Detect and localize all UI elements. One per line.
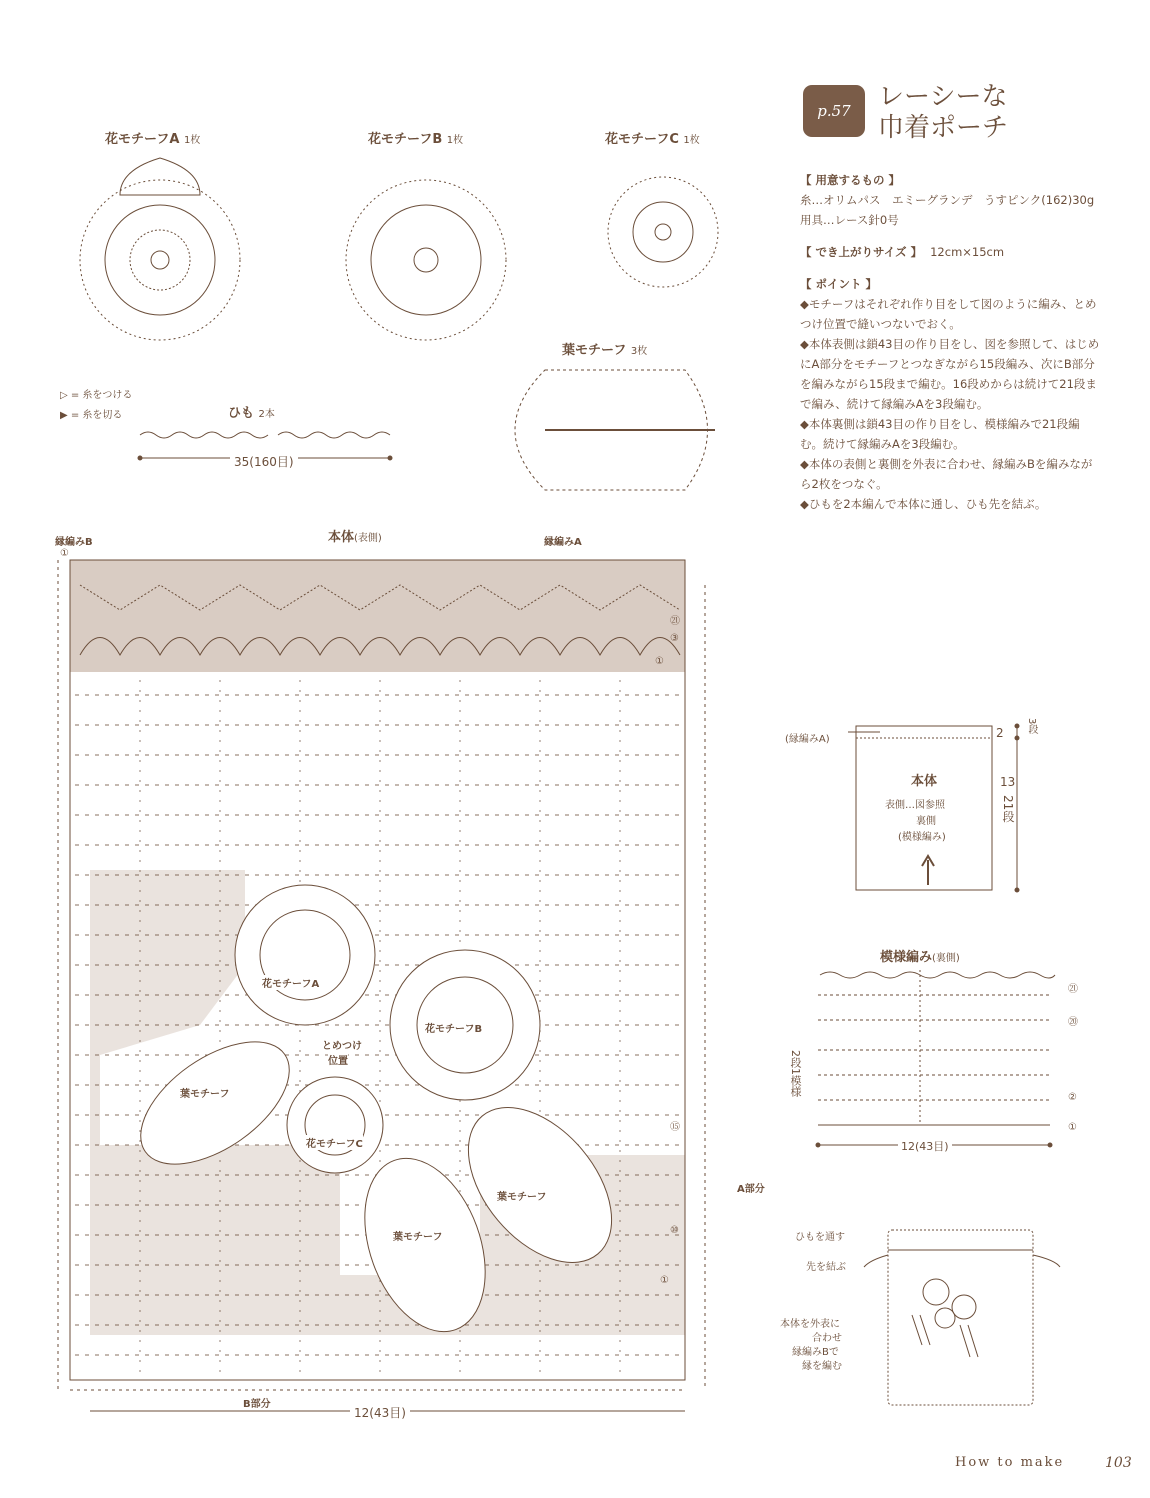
schematic-front-label: 表側…図参照 — [885, 800, 945, 811]
legend-attach-thread: ▷ = 糸をつける — [60, 390, 133, 401]
schematic-body-label: 本体 — [911, 774, 938, 789]
finished-pouch-illustration — [860, 1215, 1060, 1415]
motif-b-label: 花モチーフB 1枚 — [368, 132, 464, 147]
finishing-join-3: 縁編みBで — [792, 1347, 839, 1358]
schematic-back-label: 裏側 — [916, 816, 936, 827]
body-chart-title: 本体(表側) — [328, 530, 382, 545]
row-marker-1: ① — [660, 1275, 669, 1286]
finishing-join-1: 本体を外表に — [780, 1319, 840, 1330]
schematic-edge-a-label: (縁編みA) — [785, 734, 830, 745]
page-number: 103 — [1105, 1455, 1132, 1471]
size-heading: 【 でき上がりサイズ 】 12cm×15cm — [800, 245, 1005, 259]
legend-cut-thread: ▶ = 糸を切る — [60, 410, 123, 421]
points-heading: 【 ポイント 】 — [800, 277, 878, 291]
schematic-top-cm: 2 — [996, 726, 1004, 740]
materials-heading: 【 用意するもの 】 — [800, 173, 901, 187]
pattern-width-label: 12(43目) — [898, 1138, 952, 1154]
flower-motif-a-diagram — [50, 150, 270, 370]
attach-position-label-1: とめつけ — [322, 1037, 362, 1052]
chart-leaf-label-1: 葉モチーフ — [180, 1085, 230, 1100]
leaf-motif-diagram — [485, 360, 745, 500]
pattern-row-20: ⑳ — [1068, 1017, 1078, 1028]
part-b-label: B部分 — [243, 1399, 271, 1410]
pattern-stitch-diagram — [810, 965, 1060, 1150]
point-item: ◆本体の表側と裏側を外表に合わせ、縁編みBを編みながら2枚をつなぐ。 — [800, 457, 1093, 491]
chart-motif-a-label: 花モチーフA — [262, 975, 319, 990]
page-reference-badge: p.57 — [803, 85, 865, 137]
chart-motif-b-label: 花モチーフB — [425, 1020, 482, 1035]
point-item: ◆本体表側は鎖43目の作り目をし、図を参照して、はじめにA部分をモチーフとつなぎながら15段編み、次にB部分を編みながら15段まで編む。16段めからは続けて21段まで編み、続けて縁編みAを3段編む。 — [800, 337, 1100, 411]
pattern-repeat-label: 2段1模様 — [789, 1050, 802, 1097]
materials-tools: 用具…レース針0号 — [800, 213, 899, 227]
body-chart — [40, 555, 730, 1415]
footer-how-to-make: How to make — [955, 1455, 1065, 1470]
schematic-top-rows: 3段 — [1026, 718, 1037, 735]
motif-c-label: 花モチーフC 1枚 — [605, 132, 700, 147]
attach-position-label-2: 位置 — [328, 1052, 348, 1067]
row-marker-1-edge: ① — [655, 656, 664, 667]
instructions-panel — [800, 170, 1100, 514]
body-width-label: 12(43目) — [350, 1404, 410, 1421]
size-value: 12cm×15cm — [930, 245, 1005, 259]
row-marker-10: ⑩ — [670, 1225, 679, 1236]
point-item: ◆モチーフはそれぞれ作り目をして図のように編み、とめつけ位置で縫いつないでおく。 — [800, 297, 1097, 331]
chart-leaf-label-2: 葉モチーフ — [393, 1228, 443, 1243]
row-marker-3: ③ — [670, 633, 679, 644]
materials-yarn: 糸…オリムパス エミーグランデ うすピンク(162)30g — [800, 193, 1095, 207]
pattern-row-1: ① — [1068, 1122, 1077, 1133]
point-item: ◆ひもを2本編んで本体に通し、ひも先を結ぶ。 — [800, 497, 1047, 511]
pattern-stitch-title: 模様編み(裏側) — [880, 950, 960, 965]
row-marker-15: ⑮ — [670, 1122, 680, 1133]
point-item: ◆本体裏側は鎖43目の作り目をし、模様編みで21段編む。続けて縁編みAを3段編む。 — [800, 417, 1080, 451]
cord-label: ひも 2本 — [228, 406, 275, 421]
title-line-2: 巾着ポーチ — [878, 113, 1009, 143]
chart-motif-c-label: 花モチーフC — [306, 1135, 363, 1150]
finishing-join-2: 合わせ — [812, 1333, 842, 1344]
pattern-title — [878, 82, 1008, 144]
title-line-1: レーシーな — [878, 82, 1008, 112]
edge-a-label: 縁編みA — [544, 537, 582, 548]
pattern-row-2: ② — [1068, 1092, 1077, 1103]
row-marker-21: ㉑ — [670, 616, 680, 627]
motif-a-label: 花モチーフA 1枚 — [105, 132, 201, 147]
schematic-pattern-label: (模様編み) — [898, 832, 946, 843]
flower-motif-b-diagram — [316, 150, 536, 370]
pattern-row-21: ㉑ — [1068, 984, 1078, 995]
chart-leaf-label-3: 葉モチーフ — [497, 1188, 547, 1203]
leaf-motif-label: 葉モチーフ 3枚 — [562, 343, 648, 358]
flower-motif-c-diagram — [583, 152, 743, 312]
finishing-thread-cord: ひもを通す — [795, 1232, 845, 1243]
part-a-label: A部分 — [737, 1184, 765, 1195]
schematic-height-cm: 13 — [1000, 775, 1016, 789]
finishing-tie-ends: 先を結ぶ — [806, 1262, 846, 1273]
row-marker-1-top: ① — [60, 548, 69, 559]
edge-b-label: 縁編みB — [55, 537, 93, 548]
schematic-height-rows: 21段 — [1001, 795, 1015, 823]
cord-length: 35(160目) — [230, 453, 298, 470]
finishing-join-4: 縁を編む — [802, 1361, 842, 1372]
